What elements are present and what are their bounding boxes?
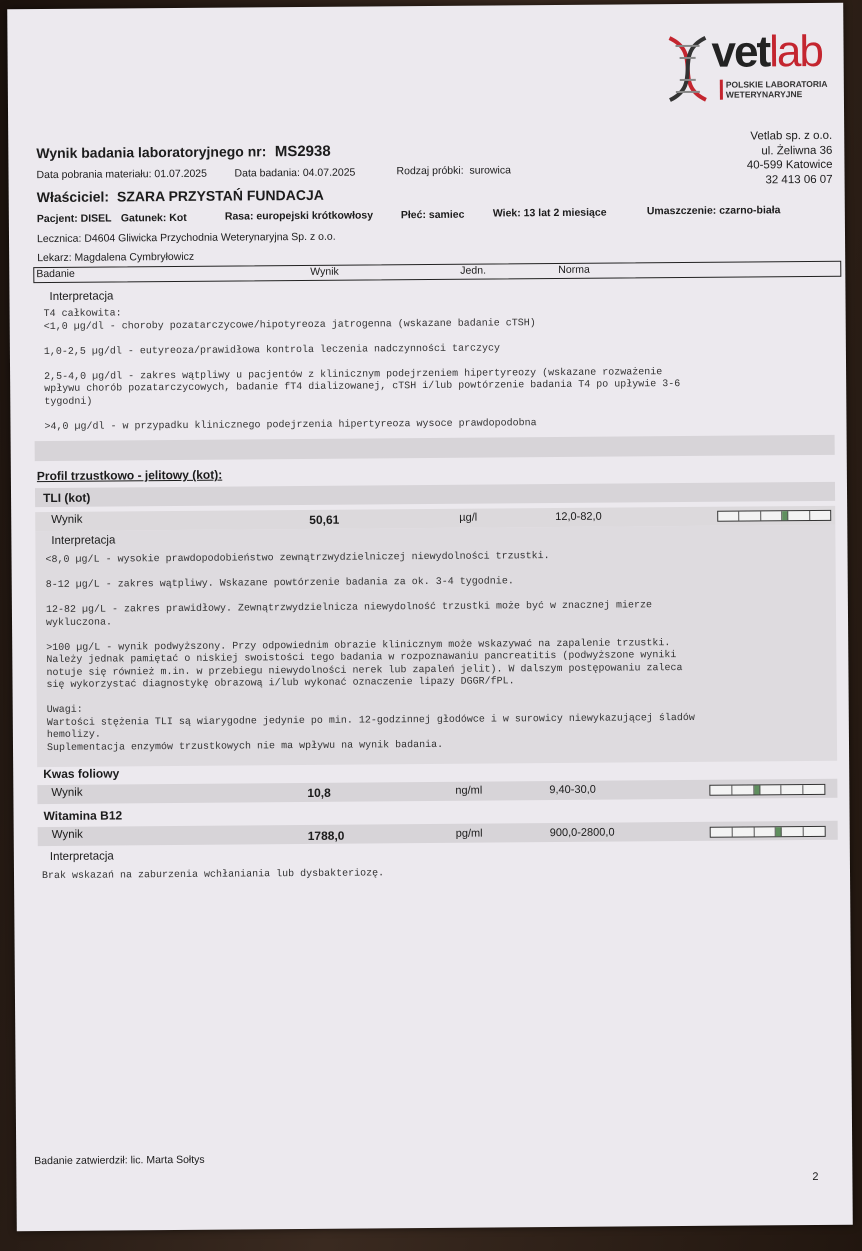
b12-name: Witamina B12 xyxy=(43,808,123,824)
b12-value: 1788,0 xyxy=(307,828,345,843)
section-divider-band xyxy=(35,435,835,461)
lab-address xyxy=(747,129,833,188)
owner-name: SZARA PRZYSTAŃ FUNDACJA xyxy=(116,186,324,205)
tli-result-label: Wynik xyxy=(51,513,83,526)
gauge-segment xyxy=(782,785,804,794)
gauge-segment xyxy=(732,785,754,794)
gauge-segment xyxy=(711,828,733,837)
col-norm: Norma xyxy=(558,263,590,276)
lab-street: ul. Żeliwna 36 xyxy=(761,144,833,157)
sample-type-value: surowica xyxy=(469,164,511,177)
tli-interpretation-text: <8,0 µg/L - wysokie prawdopodobieństwo zewnątrzwydzielniczej niewydolności trzustki. 8-12 µg/L - zakres wątpliwy. Wskazane powtórzenie badania za ok. 3-4 tygodnie. 12-82 µg/L - zakres prawidłowy. Zewnątrzwydzielnicza niewydolność trzustki może być w znacznej mierze wykluczona. >100 µg/L - wynik podwyższony. Przy odpowiednim obrazie klinicznym może wskazywać na zapalenie trzustki. Należy jednak pamiętać o niskiej swoistości tego badania w rozpoznawaniu pancreatitis (podwyższone wyniki notuje się również m.in. w przebiegu niewydolności nerek lub zapaleń jelit). W dalszym postępowaniu zaleca się wykorzystać diagnostykę obrazową i/lub wykonać oznaczenie lipazy DGGR/fPL. Uwagi: Wartości stężenia TLI są wiarygodne jedynie po min. 12-godzinnej głodówce i w surowicy niewykazującej śladów hemolizy. Suplementacja enzymów trzustkowych nie ma wpływu na wynik badania. xyxy=(45,551,695,754)
t4-interpretation-label: Interpretacja xyxy=(49,290,114,303)
logo-vet-text: vet xyxy=(711,27,770,77)
col-result: Wynik xyxy=(310,265,339,278)
vet-name: Lekarz: Magdalena Cymbryłowicz xyxy=(37,250,195,265)
exam-date: Data badania: 04.07.2025 xyxy=(234,166,356,180)
gauge-segment xyxy=(718,512,739,521)
lab-report-page xyxy=(7,3,853,1232)
tli-norm: 12,0-82,0 xyxy=(555,510,602,524)
gauge-segment xyxy=(804,827,825,836)
logo-tagline-1: POLSKIE LABORATORIA xyxy=(725,78,828,90)
gauge-segment xyxy=(710,786,732,795)
folate-gauge xyxy=(709,784,825,796)
gauge-segment xyxy=(782,827,804,836)
patient-species: Gatunek: Kot xyxy=(120,211,187,225)
logo-lab-text: lab xyxy=(768,26,823,77)
patient-breed: Rasa: europejski krótkowłosy xyxy=(224,209,374,223)
tli-name: TLI (kot) xyxy=(42,490,91,506)
patient-color: Umaszczenie: czarno-biała xyxy=(646,204,781,218)
lab-city: 40-599 Katowice xyxy=(746,158,833,172)
profile-title: Profil trzustkowo - jelitowy (kot): xyxy=(36,467,223,484)
owner-label: Właściciel: xyxy=(36,188,110,206)
b12-unit: pg/ml xyxy=(455,827,483,840)
tli-interpretation-label: Interpretacja xyxy=(51,534,116,547)
clinic: Lecznica: D4604 Gliwicka Przychodnia Weterynaryjna Sp. z o.o. xyxy=(36,230,336,246)
folate-value: 10,8 xyxy=(307,785,331,800)
folate-norm: 9,40-30,0 xyxy=(549,783,596,797)
tli-value: 50,61 xyxy=(309,512,340,527)
t4-interpretation-text: T4 całkowita: <1,0 µg/dl - choroby pozatarczycowe/hipotyreoza jatrogenna (wskazane badanie cTSH) 1,0-2,5 µg/dl - eutyreoza/prawidłowa kontrola leczenia nadczynności tarczycy 2,5-4,0 µg/dl - zakres wątpliwy u pacjentów z klinicznym podejrzeniem hipertyreozy (wskazane rozważenie wpływu chorób pozatarczycowych, badanie fT4 dializowanej, cTSH i/lub powtórzenie badania T4 po upływie 3-6 tygodni) >4,0 µg/dl - w przypadku klinicznego podejrzenia hipertyreoza wysoce prawdopodobna xyxy=(43,308,681,433)
gauge-segment xyxy=(761,511,782,520)
patient-name: Pacjent: DISEL xyxy=(36,212,112,226)
tli-gauge xyxy=(717,510,831,522)
patient-age: Wiek: 13 lat 2 miesiące xyxy=(492,206,607,220)
col-test: Badanie xyxy=(36,267,75,281)
column-header xyxy=(33,261,841,283)
page-number: 2 xyxy=(812,1170,819,1184)
gauge-segment xyxy=(788,511,809,520)
gauge-segment xyxy=(810,511,830,520)
tli-header-band xyxy=(35,482,835,507)
folate-name: Kwas foliowy xyxy=(43,766,120,782)
gauge-segment xyxy=(804,785,825,794)
sampling-date: Data pobrania materiału: 01.07.2025 xyxy=(36,167,208,182)
col-unit: Jedn. xyxy=(460,264,487,277)
logo-tagline-2: WETERYNARYJNE xyxy=(725,89,803,100)
lab-name: Vetlab sp. z o.o. xyxy=(750,129,833,143)
lab-phone: 32 413 06 07 xyxy=(765,173,833,186)
b12-interpretation-text: Brak wskazań na zaburzenia wchłaniania lub dysbakteriozę. xyxy=(41,868,385,883)
gauge-segment xyxy=(740,511,761,520)
patient-sex: Płeć: samiec xyxy=(400,208,465,222)
gauge-segment xyxy=(754,827,776,836)
gauge-segment xyxy=(732,827,754,836)
folate-result-label: Wynik xyxy=(51,786,83,799)
b12-interpretation-label: Interpretacja xyxy=(49,850,114,863)
tli-unit: µg/l xyxy=(459,511,478,524)
b12-norm: 900,0-2800,0 xyxy=(549,826,615,840)
folate-unit: ng/ml xyxy=(455,784,483,797)
dna-helix-icon xyxy=(663,34,712,104)
report-number: MS2938 xyxy=(274,142,331,161)
b12-result-label: Wynik xyxy=(51,828,83,841)
b12-gauge xyxy=(710,826,826,838)
approved-by: Badanie zatwierdził: lic. Marta Sołtys xyxy=(34,1153,205,1168)
report-title: Wynik badania laboratoryjnego nr: xyxy=(36,143,267,162)
sample-type-label: Rodzaj próbki: xyxy=(396,164,464,178)
gauge-segment xyxy=(760,785,782,794)
